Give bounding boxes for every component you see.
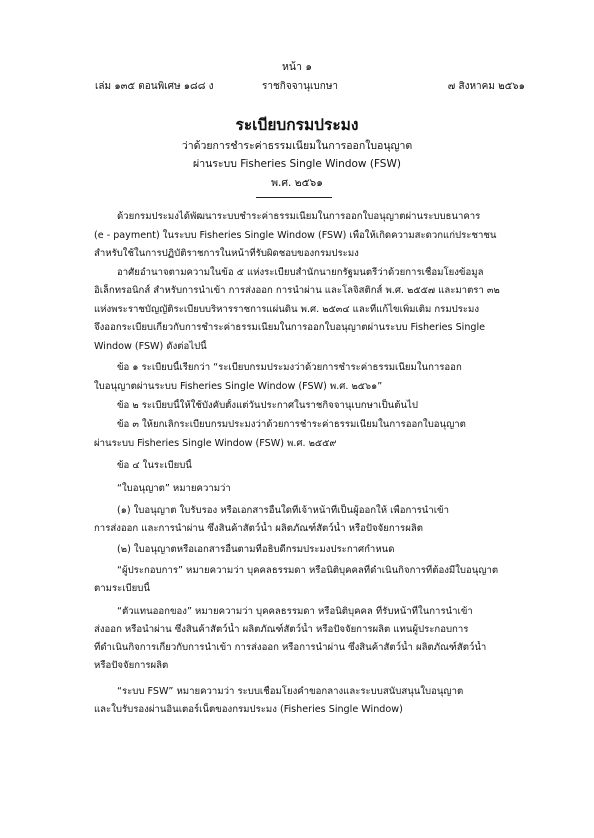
preamble-line: ด้วยกรมประมงได้พัฒนาระบบชำระค่าธรรมเนียมในการออกใบอนุญาตผ่านระบบธนาคาร bbox=[117, 211, 481, 222]
gazette-header bbox=[95, 80, 525, 94]
clause-1-line: ใบอนุญาตผ่านระบบ Fisheries Single Window (FSW) พ.ศ. ๒๕๖๑” bbox=[94, 381, 383, 392]
definition-line: หรือปัจจัยการผลิต bbox=[94, 660, 169, 671]
authority-line: Window (FSW) ดังต่อไปนี้ bbox=[94, 341, 207, 352]
definition-line: ตามระเบียบนี้ bbox=[94, 583, 150, 594]
title-divider bbox=[256, 197, 332, 198]
definition-line: และใบรับรองผ่านอินเตอร์เน็ตของกรมประมง (Fisheries Single Window) bbox=[94, 704, 403, 715]
clause-2-line: ข้อ ๒ ระเบียบนี้ให้ใช้บังคับตั้งแต่วันประกาศในราชกิจจานุเบกษาเป็นต้นไป bbox=[117, 400, 418, 411]
definition-line: “ใบอนุญาต” หมายความว่า bbox=[117, 483, 231, 494]
definition-line: ที่ดำเนินกิจการเกี่ยวกับการนำเข้า การส่งออก หรือการนำผ่าน ซึ่งสินค้าสัตว์น้ำ ผลิตภัณฑ์สัตว์น้ำ bbox=[94, 642, 487, 653]
definition-line: “ตัวแทนออกของ” หมายความว่า บุคคลธรรมดา หรือนิติบุคคล ที่รับหน้าที่ในการนำเข้า bbox=[117, 606, 473, 617]
clause-1-line: ข้อ ๑ ระเบียบนี้เรียกว่า “ระเบียบกรมประมงว่าด้วยการชำระค่าธรรมเนียมในการออก bbox=[117, 362, 462, 373]
definition-line: (๒) ใบอนุญาตหรือเอกสารอื่นตามที่อธิบดีกรมประมงประกาศกำหนด bbox=[117, 544, 395, 555]
definition-line: ส่งออก หรือนำผ่าน ซึ่งสินค้าสัตว์น้ำ ผลิตภัณฑ์สัตว์น้ำ หรือปัจจัยการผลิต แทนผู้ประกอบการ bbox=[94, 624, 469, 635]
authority-line: อิเล็กทรอนิกส์ สำหรับการนำเข้า การส่งออก การนำผ่าน และโลจิสติกส์ พ.ศ. ๒๕๕๗ และมาตรา ๓๒ bbox=[94, 285, 500, 296]
authority-line: อาศัยอำนาจตามความในข้อ ๕ แห่งระเบียบสำนักนายกรัฐมนตรีว่าด้วยการเชื่อมโยงข้อมูล bbox=[117, 267, 484, 278]
publication-date: ๗ สิงหาคม ๒๕๖๑ bbox=[447, 81, 525, 92]
authority-line: จึงออกระเบียบเกี่ยวกับการชำระค่าธรรมเนียมในการออกใบอนุญาตผ่านระบบ Fisheries Single bbox=[94, 322, 486, 333]
page-number: หน้า ๑ bbox=[282, 61, 312, 73]
clause-3-line: ข้อ ๓ ให้ยกเลิกระเบียบกรมประมงว่าด้วยการชำระค่าธรรมเนียมในการออกใบอนุญาต bbox=[117, 419, 466, 430]
subtitle-line-1: ว่าด้วยการชำระค่าธรรมเนียมในการออกใบอนุญาต bbox=[181, 140, 413, 152]
authority-line: แห่งพระราชบัญญัติระเบียบบริหารราชการแผ่นดิน พ.ศ. ๒๕๓๔ และที่แก้ไขเพิ่มเติม กรมประมง bbox=[94, 304, 480, 315]
clause-3-line: ผ่านระบบ Fisheries Single Window (FSW) พ.ศ. ๒๕๕๙ bbox=[94, 438, 337, 449]
definition-line: “ผู้ประกอบการ” หมายความว่า บุคคลธรรมดา หรือนิติบุคคลที่ดำเนินกิจการที่ต้องมีใบอนุญาต bbox=[117, 565, 499, 576]
subtitle-line-2: ผ่านระบบ Fisheries Single Window (FSW) bbox=[193, 158, 401, 170]
preamble-line: (e - payment) ในระบบ Fisheries Single Window (FSW) เพื่อให้เกิดความสะดวกแก่ประชาชน bbox=[94, 230, 497, 241]
volume-info: เล่ม ๑๓๕ ตอนพิเศษ ๑๘๘ ง bbox=[95, 81, 214, 92]
clause-4-line: ข้อ ๔ ในระเบียบนี้ bbox=[117, 460, 192, 471]
gazette-name: ราชกิจจานุเบกษา bbox=[262, 81, 339, 92]
document-title: ระเบียบกรมประมง bbox=[235, 116, 359, 134]
preamble-line: สำหรับใช้ในการปฏิบัติราชการในหน้าที่รับผิดชอบของกรมประมง bbox=[94, 248, 359, 259]
definition-line: (๑) ใบอนุญาต ใบรับรอง หรือเอกสารอื่นใดที่เจ้าหน้าที่เป็นผู้ออกให้ เพื่อการนำเข้า bbox=[117, 505, 449, 516]
definition-line: การส่งออก และการนำผ่าน ซึ่งสินค้าสัตว์น้ำ ผลิตภัณฑ์สัตว์น้ำ หรือปัจจัยการผลิต bbox=[94, 523, 423, 534]
definition-line: “ระบบ FSW” หมายความว่า ระบบเชื่อมโยงคำขอกลางและระบบสนับสนุนใบอนุญาต bbox=[117, 686, 464, 697]
subtitle-year: พ.ศ. ๒๕๖๑ bbox=[271, 177, 323, 189]
